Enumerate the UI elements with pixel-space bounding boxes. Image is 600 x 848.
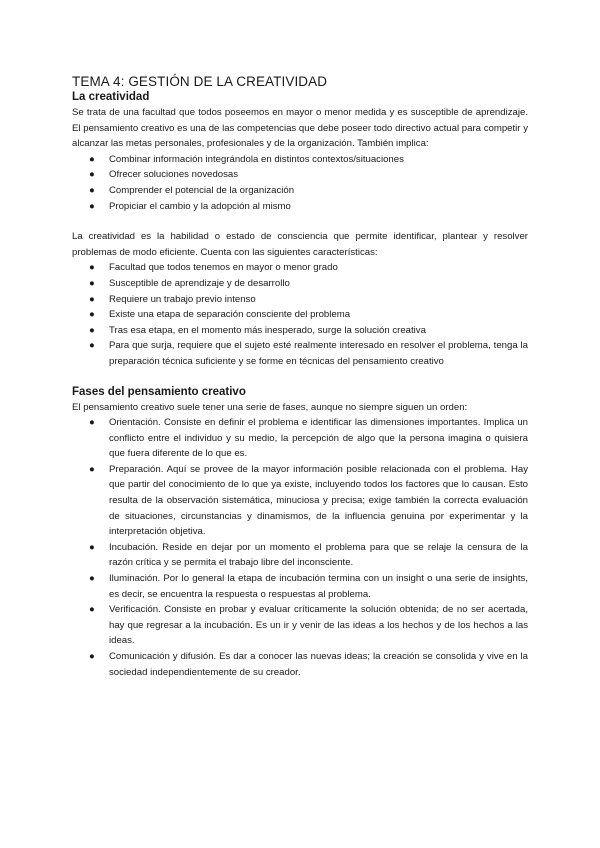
- bullet-icon: ●: [89, 184, 95, 196]
- bullet-icon: ●: [89, 463, 95, 475]
- list-item: ● Incubación. Reside en dejar por un momento el problema para que se relaje la censura de la razón crítica y se permita el trabajo libre del inconsciente.: [89, 541, 528, 569]
- fases-list: [72, 415, 528, 680]
- bullet-icon: ●: [89, 262, 95, 274]
- section1-intro: Se trata de una facultad que todos poseemos en mayor o menor medida y es susceptible de aprendizaje. El pensamiento creativo es una de las competencias que debe poseer todo directivo actual para competir y alcanzar las metas personales, profesionales y de la organización. También implica:: [72, 107, 528, 150]
- bullet-icon: ●: [89, 541, 95, 553]
- bullet-icon: ●: [89, 604, 95, 616]
- implica-list: [72, 152, 528, 214]
- document-page: [72, 74, 528, 680]
- section-heading-creatividad: La creatividad: [72, 91, 150, 103]
- section1-para2: La creatividad es la habilidad o estado de consciencia que permite identificar, plantear y resolver problemas de modo eficiente. Cuenta con las siguientes características:: [72, 231, 528, 258]
- list-item: ● Ofrecer soluciones novedosas: [72, 167, 528, 183]
- bullet-icon: ●: [89, 153, 95, 165]
- bullet-icon: ●: [89, 324, 95, 336]
- list-item: ● Comunicación y difusión. Es dar a conocer las nuevas ideas; la creación se consolida y vive en la sociedad independientemente de su creador.: [89, 651, 528, 678]
- section2-intro: El pensamiento creativo suele tener una serie de fases, aunque no siempre siguen un orden:: [72, 401, 468, 413]
- bullet-icon: ●: [89, 293, 95, 305]
- document-title: TEMA 4: GESTIÓN DE LA CREATIVIDAD: [72, 74, 328, 89]
- list-item: ● Facultad que todos tenemos en mayor o menor grado: [72, 260, 528, 276]
- bullet-icon: ●: [89, 200, 95, 212]
- bullet-icon: ●: [89, 277, 95, 289]
- bullet-icon: ●: [89, 651, 95, 662]
- bullet-icon: ●: [89, 340, 95, 352]
- list-item: ● Existe una etapa de separación consciente del problema: [72, 307, 528, 323]
- bullet-icon: ●: [89, 417, 95, 429]
- list-item: ● Tras esa etapa, en el momento más inesperado, surge la solución creativa: [72, 323, 528, 339]
- bullet-icon: ●: [89, 573, 95, 585]
- list-item: ● Combinar información integrándola en distintos contextos/situaciones: [72, 152, 528, 168]
- caracteristicas-list: [72, 260, 528, 369]
- list-item: ● Orientación. Consiste en definir el problema e identificar las dimensiones importantes. Implica un conflicto entre el individuo y su medio, la percepción de algo que la persona imagina o quisiera que fuera diferente de lo que es.: [89, 417, 528, 460]
- list-item: ● Susceptible de aprendizaje y de desarrollo: [72, 276, 528, 292]
- list-item: ● Comprender el potencial de la organización: [72, 183, 528, 199]
- list-item: ● Iluminación. Por lo general la etapa de incubación termina con un insight o una serie de insights, es decir, se encuentra la respuesta o respuestas al problema.: [89, 573, 528, 600]
- bullet-icon: ●: [89, 169, 95, 181]
- section-heading-fases: Fases del pensamiento creativo: [72, 385, 246, 398]
- bullet-icon: ●: [89, 309, 95, 321]
- spacer: [72, 214, 528, 229]
- spacer: [72, 370, 528, 386]
- list-item: ● Propiciar el cambio y la adopción al mismo: [72, 199, 528, 215]
- list-item: ● Preparación. Aquí se provee de la mayor información posible relacionada con el problema. Hay que partir del conocimiento de lo que ya existe, incluyendo todos los factores que lo causan. Esto resulta de la observación sistemática, minuciosa y precisa; exige también la correcta evaluación de situaciones, circunstancias y dinamismos, de la influencia genuina por experimentar y la interpretación objetiva.: [89, 463, 528, 538]
- list-item: ● Verificación. Consiste en probar y evaluar críticamente la solución obtenida; de no ser acertada, hay que regresar a la incubación. Es un ir y venir de las ideas a los hechos y de los hechos a las ideas.: [89, 604, 528, 647]
- list-item: ● Requiere un trabajo previo intenso: [72, 292, 528, 308]
- list-item: ● Para que surja, requiere que el sujeto esté realmente interesado en resolver el problema, tenga la preparación técnica suficiente y se forme en técnicas del pensamiento creativo: [89, 340, 528, 367]
